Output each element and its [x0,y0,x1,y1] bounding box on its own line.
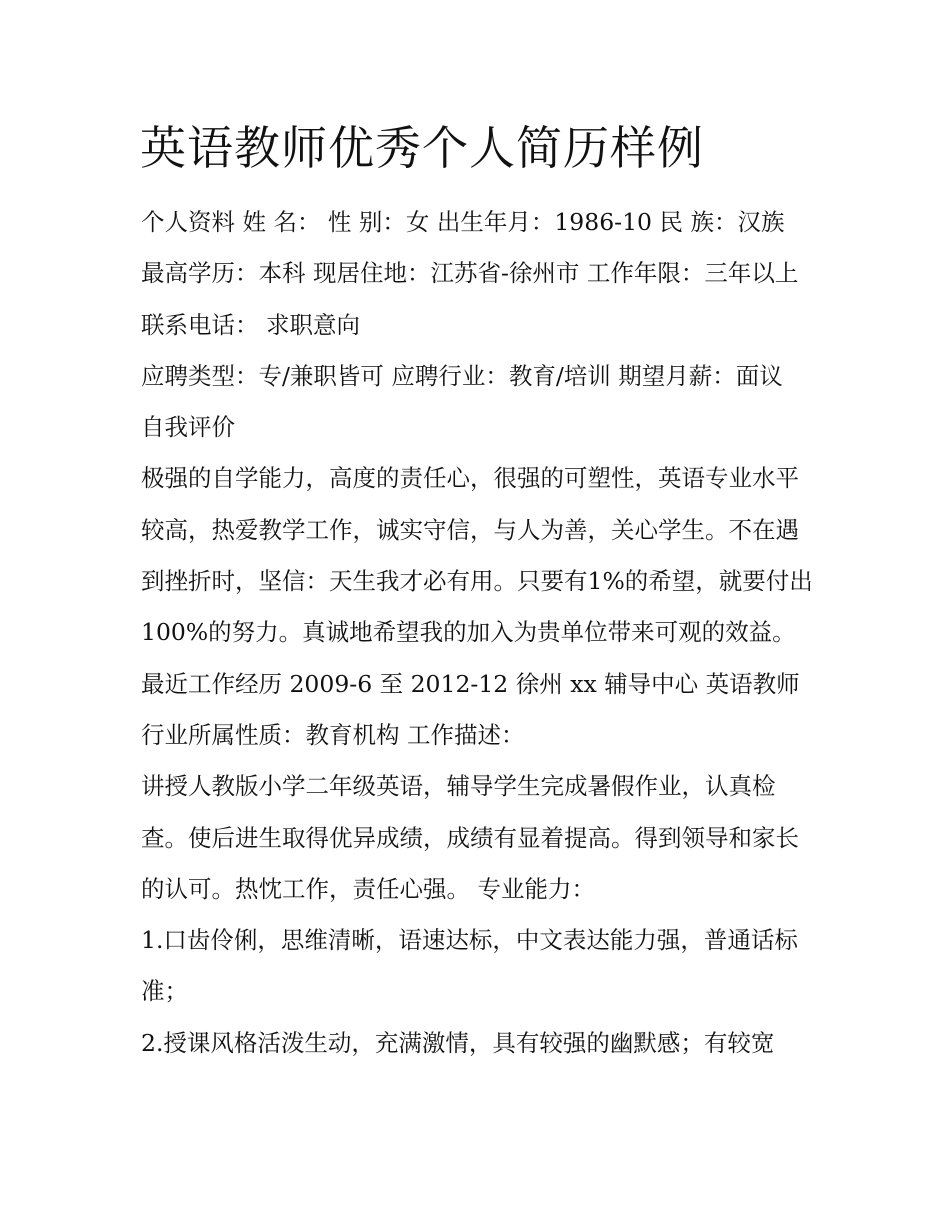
paragraph-work-experience: 最近工作经历 2009-6 至 2012-12 徐州 xx 辅导中心 英语教师 行业所属性质：教育机构 工作描述： [141,669,800,749]
paragraph-job-intention: 应聘类型：专/兼职皆可 应聘行业：教育/培训 期望月薪：面议 自我评价 [141,361,783,442]
paragraph-work-description: 讲授人教版小学二年级英语，辅导学生完成暑假作业，认真检查。使后进生取得优异成绩，成绩有显着提高。得到领导和家长的认可。热忱工作，责任心强。 专业能力： [141,772,799,903]
document-title: 英语教师优秀个人简历样例 [140,121,704,175]
document-body [141,197,813,1069]
paragraph-self-evaluation: 极强的自学能力，高度的责任心，很强的可塑性，英语专业水平较高，热爱教学工作，诚实守信，与人为善，关心学生。不在遇到挫折时，坚信：天生我才必有用。只要有1%的希望，就要付出100%的努力。真诚地希望我的加入为贵单位带来可观的效益。 [141,464,813,647]
paragraph-personal-info: 个人资料 姓 名： 性 别：女 出生年月：1986-10 民 族：汉族 最高学历：本科 现居住地：江苏省-徐州市 工作年限：三年以上 联系电话： 求职意向 [141,208,799,339]
paragraph-skill-1: 1.口齿伶俐，思维清晰，语速达标，中文表达能力强，普通话标准； [141,926,798,1006]
paragraph-skill-2: 2.授课风格活泼生动，充满激情，具有较强的幽默感；有较宽 [141,1028,775,1057]
